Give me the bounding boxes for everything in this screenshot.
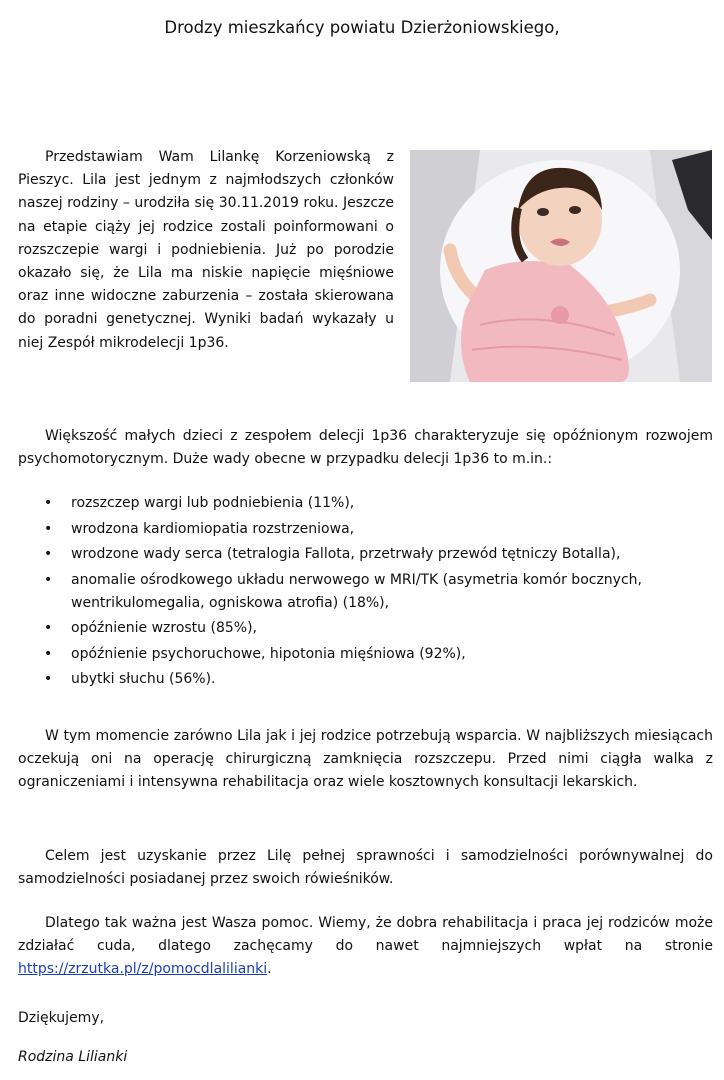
defect-item-text: ubytki słuchu (56%). xyxy=(71,671,216,688)
defects-list xyxy=(18,492,713,694)
bullet-icon: • xyxy=(44,645,53,662)
defect-item xyxy=(18,518,713,541)
baby-photo xyxy=(410,150,712,382)
bullet-icon: • xyxy=(44,520,53,537)
defect-item-text: rozszczep wargi lub podniebienia (11%), xyxy=(71,495,355,511)
bullet-icon: • xyxy=(44,571,53,588)
intro-paragraph: Przedstawiam Wam Lilankę Korzeniowską z Pieszyc. Lila jest jednym z najmłodszych członków naszej rodziny – urodziła się 30.11.2019 roku. Jeszcze na etapie ciąży jej rodzice zostali poinformowani o rozszczepie wargi i podniebienia. Już po porodzie okazało się, że Lila ma niskie napięcie mięśniowe oraz inne widoczne zaburzenia – została skierowana do poradni genetycznej. Wyniki badań wykazały u niej Zespół mikrodelecji 1p36. xyxy=(18,149,394,351)
bullet-icon: • xyxy=(44,495,53,511)
signature: Rodzina Lilianki xyxy=(18,1049,128,1065)
defect-item xyxy=(18,569,713,615)
defect-item-text: wrodzone wady serca (tetralogia Fallota, przetrwały przewód tętniczy Botalla), xyxy=(71,546,621,562)
help-text: Dlatego tak ważna jest Wasza pomoc. Wiemy, że dobra rehabilitacja i praca jej rodziców może zdziałać cuda, dlatego zachęcamy do nawet najmniejszych wpłat na stronie xyxy=(18,915,713,955)
help-paragraph xyxy=(18,912,713,982)
defect-item-text: opóźnienie psychoruchowe, hipotonia mięśniowa (92%), xyxy=(71,645,466,662)
letter-greeting-title: Drodzy mieszkańcy powiatu Dzierżoniowskiego, xyxy=(164,18,560,37)
defects-intro-paragraph: Większość małych dzieci z zespołem delecji 1p36 charakteryzuje się opóźnionym rozwojem psychomotorycznym. Duże wady obecne w przypadku delecji 1p36 to m.in.: xyxy=(18,428,713,468)
defect-item xyxy=(18,617,713,640)
defect-item xyxy=(18,543,713,566)
thanks-text: Dziękujemy, xyxy=(18,1010,105,1026)
link-suffix: . xyxy=(267,961,272,978)
goal-paragraph: Celem jest uzyskanie przez Lilę pełnej sprawności i samodzielności porównywalnej do samodzielności posiadanej przez swoich rówieśników. xyxy=(18,848,713,888)
defect-item xyxy=(18,668,713,691)
defect-item-text: opóźnienie wzrostu (85%), xyxy=(71,620,257,637)
bullet-icon: • xyxy=(44,671,53,688)
baby-photo-illustration xyxy=(410,150,712,382)
bullet-icon: • xyxy=(44,546,53,562)
defect-item xyxy=(18,492,713,515)
bullet-icon: • xyxy=(44,620,53,637)
defect-item xyxy=(18,643,713,666)
support-paragraph: W tym momencie zarówno Lila jak i jej rodzice potrzebują wsparcia. W najbliższych miesiącach oczekują oni na operację chirurgiczną zamknięcia rozszczepu. Przed nimi ciągła walka z ograniczeniami i intensywna rehabilitacja oraz wiele kosztownych konsultacji lekarskich. xyxy=(18,728,713,791)
defect-item-text: wrodzona kardiomiopatia rozstrzeniowa, xyxy=(71,520,355,537)
defect-item-text: anomalie ośrodkowego układu nerwowego w MRI/TK (asymetria komór bocznych, wentrikulomegalia, ogniskowa atrofia) (18%), xyxy=(71,571,642,611)
fundraiser-link[interactable]: https://zrzutka.pl/z/pomocdlalilianki xyxy=(18,961,268,978)
